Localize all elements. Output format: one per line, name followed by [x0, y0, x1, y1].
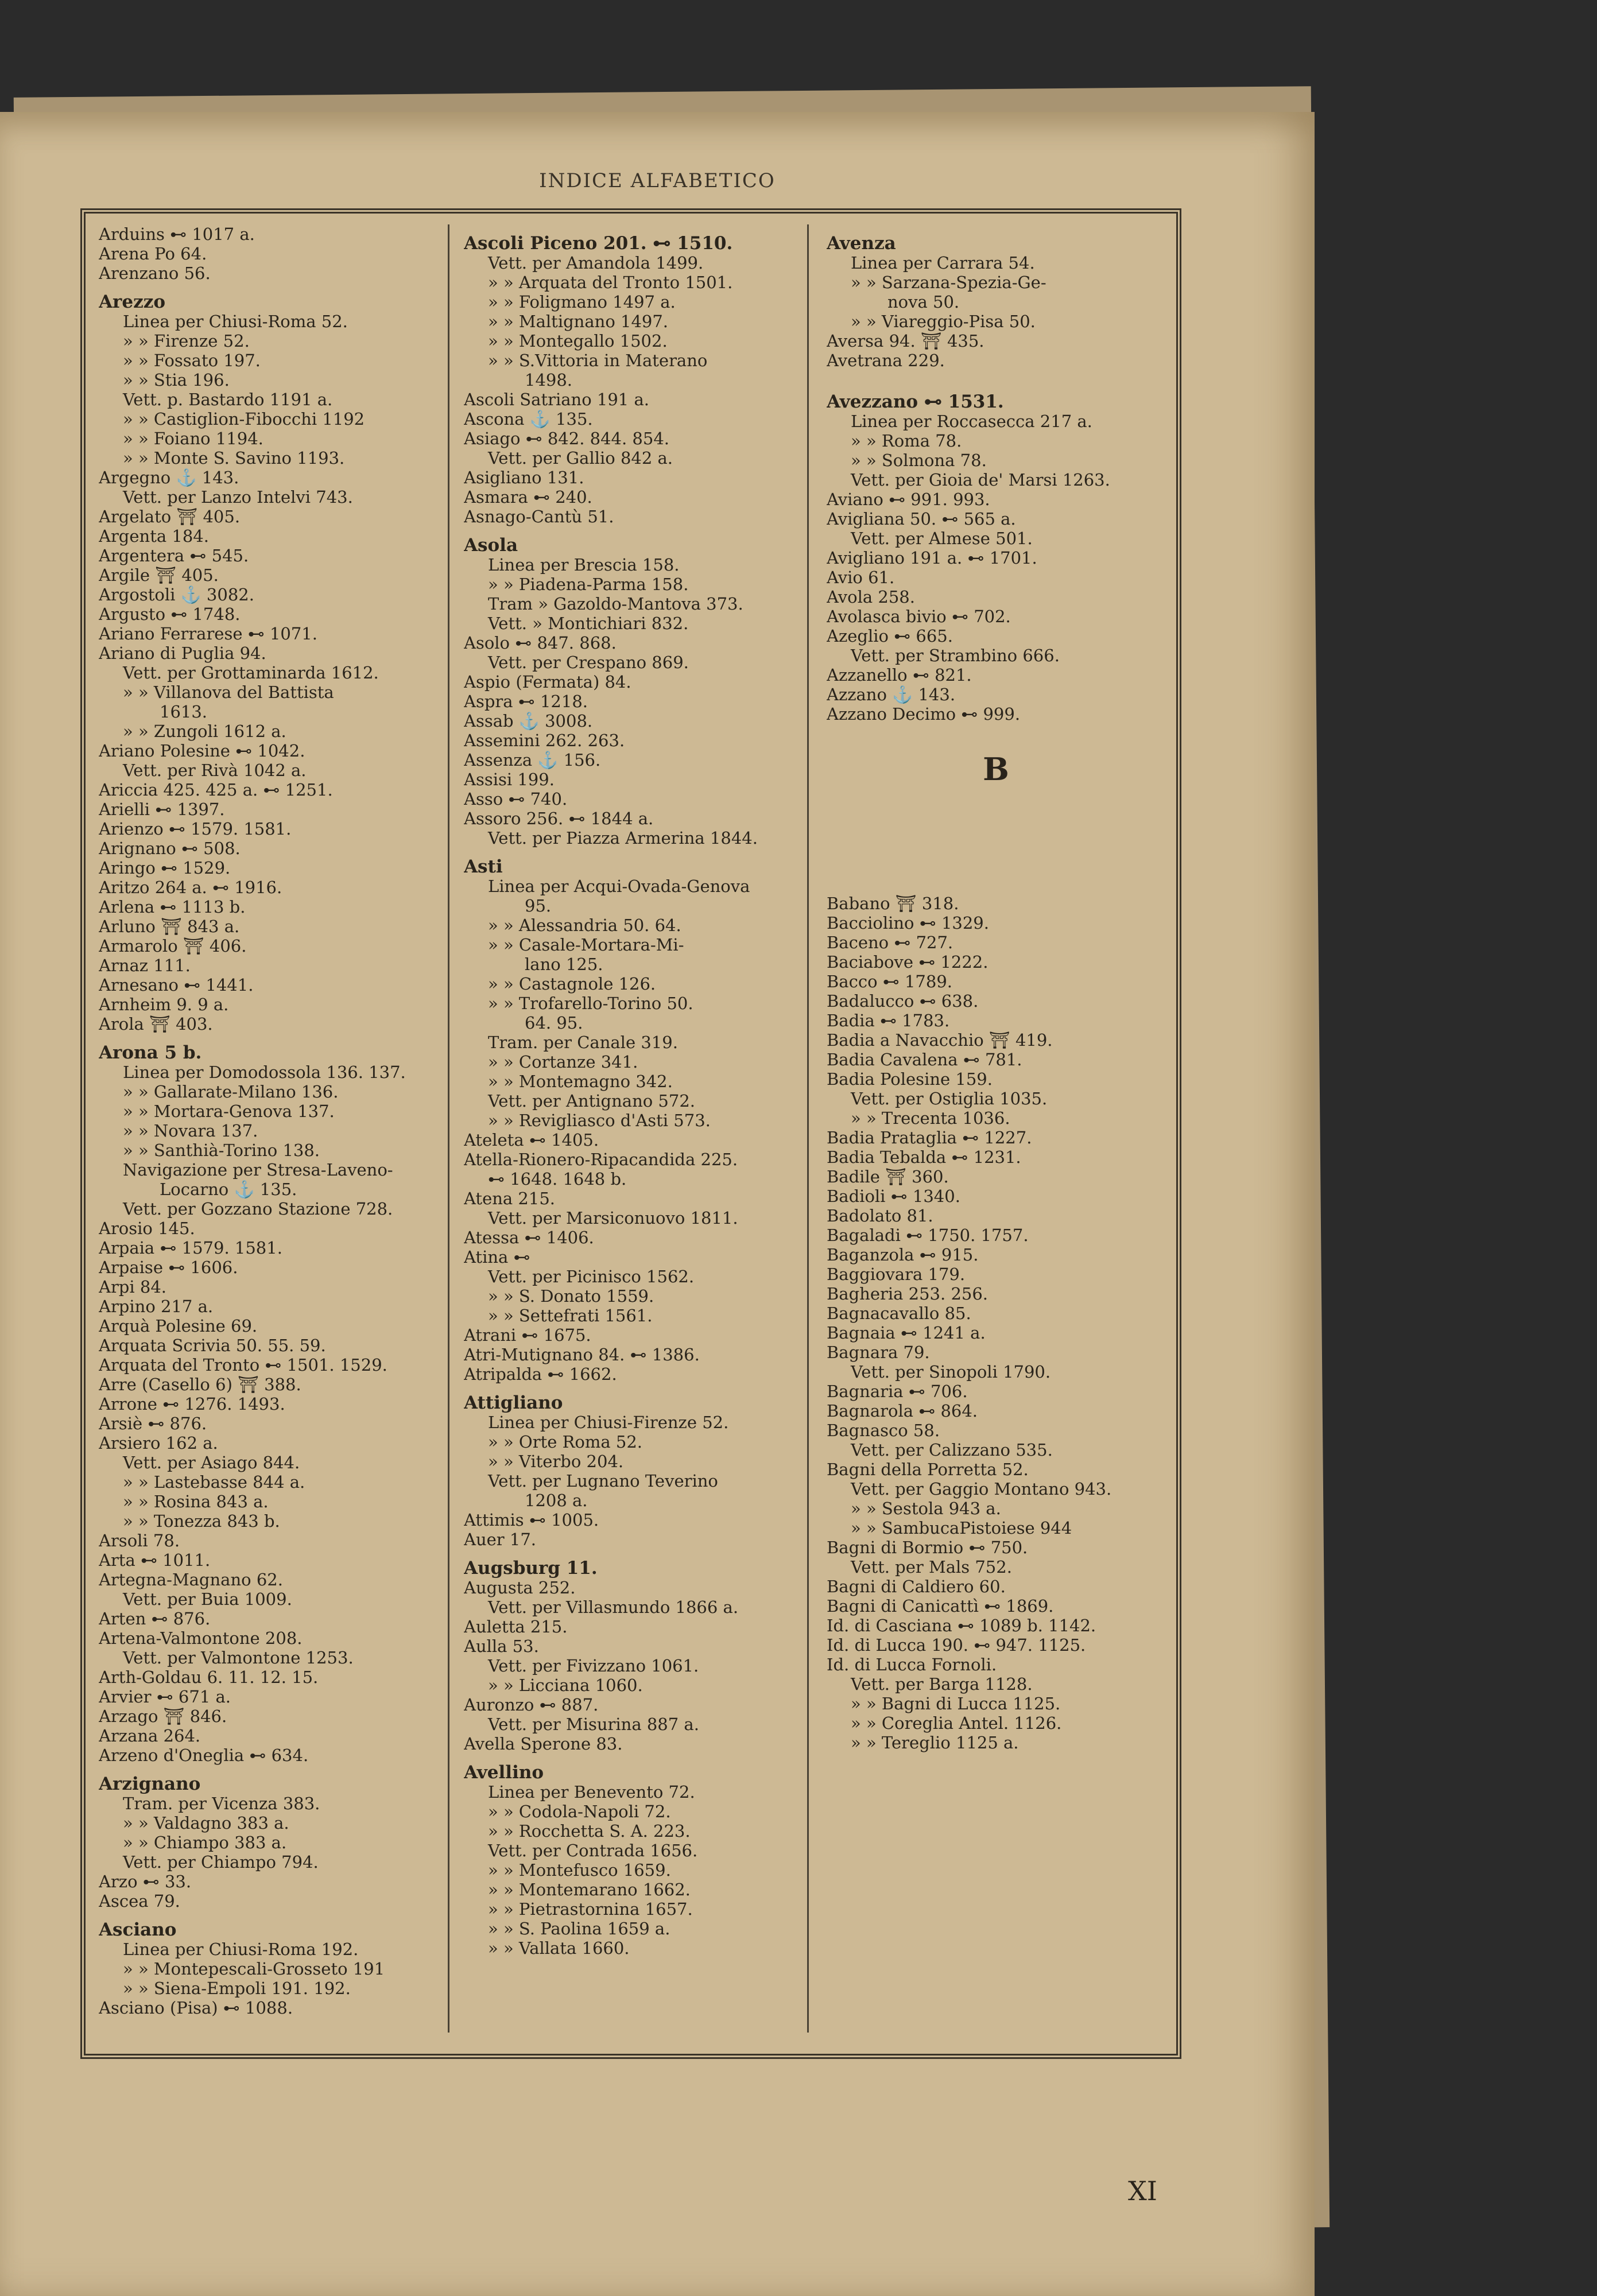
- index-entry: Ariano Polesine ⊷ 1042.: [99, 741, 305, 761]
- index-entry: Vett. p. Bastardo 1191 a.: [123, 390, 333, 409]
- index-entry: ⊷ 1648. 1648 b.: [488, 1169, 627, 1189]
- index-entry: Bagni di Bormio ⊷ 750.: [827, 1538, 1028, 1557]
- index-entry: Argegno ⚓ 143.: [99, 468, 239, 487]
- index-entry: Baggiovara 179.: [827, 1265, 966, 1284]
- index-entry: Aversa 94. ⛩ 435.: [827, 331, 984, 351]
- index-entry: Arignano ⊷ 508.: [99, 839, 241, 858]
- index-entry: Arpaise ⊷ 1606.: [99, 1258, 238, 1277]
- index-entry: Baganzola ⊷ 915.: [827, 1245, 979, 1265]
- index-entry: Bagnara 79.: [827, 1343, 930, 1362]
- index-entry: Vett. per Barga 1128.: [851, 1674, 1033, 1694]
- index-column-2: [464, 224, 808, 2033]
- index-entry: Vett. per Piazza Armerina 1844.: [488, 828, 758, 848]
- index-entry: Id. di Lucca 190. ⊷ 947. 1125.: [827, 1635, 1086, 1655]
- index-entry: Argelato ⛩ 405.: [99, 507, 241, 526]
- index-heading: Avellino: [464, 1762, 544, 1783]
- index-entry: Linea per Roccasecca 217 a.: [851, 412, 1092, 431]
- index-entry: Arvier ⊷ 671 a.: [99, 1687, 231, 1707]
- index-entry: Arzago ⛩ 846.: [99, 1707, 227, 1726]
- index-entry: » » Montemarano 1662.: [488, 1880, 691, 1899]
- index-heading: Arezzo: [99, 292, 165, 312]
- page-header: INDICE ALFABETICO: [539, 169, 776, 192]
- index-entry: Argusto ⊷ 1748.: [99, 604, 241, 624]
- index-entry: » » Rocchetta S. A. 223.: [488, 1821, 691, 1841]
- index-entry: » » Cortanze 341.: [488, 1052, 638, 1072]
- index-entry: Ascea 79.: [99, 1891, 180, 1911]
- index-entry: Badia Cavalena ⊷ 781.: [827, 1050, 1022, 1069]
- index-entry: » » Arquata del Tronto 1501.: [488, 273, 733, 292]
- index-entry: Asigliano 131.: [464, 468, 584, 487]
- index-entry: Arosio 145.: [99, 1219, 195, 1238]
- index-entry: Vett. per Mals 752.: [851, 1557, 1012, 1577]
- index-entry: » » Bagni di Lucca 1125.: [851, 1694, 1061, 1713]
- index-entry: Avolasca bivio ⊷ 702.: [827, 607, 1011, 626]
- index-entry: » » Trofarello-Torino 50.: [488, 994, 693, 1013]
- index-entry: Bagnaia ⊷ 1241 a.: [827, 1323, 986, 1343]
- index-entry: Vett. per Gozzano Stazione 728.: [123, 1199, 393, 1219]
- index-entry: » » Roma 78.: [851, 431, 962, 451]
- index-entry: Linea per Carrara 54.: [851, 253, 1035, 273]
- index-entry: Vett. per Misurina 887 a.: [488, 1715, 699, 1734]
- index-entry: Arienzo ⊷ 1579. 1581.: [99, 819, 292, 839]
- index-entry: Vett. per Fivizzano 1061.: [488, 1656, 699, 1676]
- index-entry: Artegna-Magnano 62.: [99, 1570, 283, 1589]
- index-entry: Arpi 84.: [99, 1277, 166, 1297]
- index-entry: » » Alessandria 50. 64.: [488, 916, 681, 935]
- index-entry: Arola ⛩ 403.: [99, 1014, 213, 1034]
- index-entry: Asmara ⊷ 240.: [464, 487, 592, 507]
- index-entry: Avetrana 229.: [827, 351, 945, 370]
- index-entry: Azzano Decimo ⊷ 999.: [827, 704, 1021, 724]
- index-entry: » » Monte S. Savino 1193.: [123, 448, 345, 468]
- index-entry: Vett. per Sinopoli 1790.: [851, 1362, 1051, 1382]
- index-entry: Vett. per Chiampo 794.: [123, 1852, 319, 1872]
- index-entry: Vett. per Contrada 1656.: [488, 1841, 698, 1860]
- index-entry: » » Solmona 78.: [851, 451, 987, 470]
- index-entry: Linea per Chiusi-Firenze 52.: [488, 1413, 729, 1432]
- index-entry: Avola 258.: [827, 587, 915, 607]
- index-entry: Vett. per Grottaminarda 1612.: [123, 663, 379, 682]
- index-column-1: [99, 224, 435, 2033]
- index-entry: Arenzano 56.: [99, 263, 211, 283]
- index-entry: Bagnarola ⊷ 864.: [827, 1401, 978, 1421]
- index-entry: Arsoli 78.: [99, 1531, 180, 1550]
- section-letter: B: [983, 751, 1009, 788]
- index-entry: » » Montefusco 1659.: [488, 1860, 671, 1880]
- index-entry: Avella Sperone 83.: [464, 1734, 623, 1754]
- index-entry: Atrani ⊷ 1675.: [464, 1325, 591, 1345]
- index-entry: Linea per Benevento 72.: [488, 1782, 695, 1802]
- index-entry: Atina ⊷: [464, 1247, 530, 1267]
- index-entry: Vett. per Lanzo Intelvi 743.: [123, 487, 353, 507]
- index-entry: Badolato 81.: [827, 1206, 933, 1225]
- index-heading: Arzignano: [99, 1774, 201, 1794]
- index-entry: Assab ⚓ 3008.: [464, 711, 593, 731]
- index-heading: Asti: [464, 856, 503, 877]
- index-entry: Tram. per Canale 319.: [488, 1033, 678, 1052]
- index-entry: Vett. per Calizzano 535.: [851, 1440, 1053, 1460]
- index-entry: Bagni della Porretta 52.: [827, 1460, 1029, 1479]
- index-entry: Auletta 215.: [464, 1617, 568, 1636]
- index-entry: » » Chiampo 383 a.: [123, 1833, 287, 1852]
- index-entry: Linea per Chiusi-Roma 192.: [123, 1940, 359, 1959]
- index-entry: » » Sarzana-Spezia-Ge-: [851, 273, 1046, 292]
- index-entry: Atella-Rionero-Ripacandida 225.: [464, 1150, 738, 1169]
- index-entry: Aulla 53.: [464, 1636, 539, 1656]
- index-entry: Arielli ⊷ 1397.: [99, 800, 225, 819]
- index-entry: Tram » Gazoldo-Mantova 373.: [488, 594, 743, 614]
- index-entry: Arta ⊷ 1011.: [99, 1550, 211, 1570]
- index-entry: Locarno ⚓ 135.: [160, 1180, 297, 1199]
- index-entry: Baciabove ⊷ 1222.: [827, 952, 989, 972]
- index-entry: Badia a Navacchio ⛩ 419.: [827, 1030, 1053, 1050]
- index-entry: Armarolo ⛩ 406.: [99, 936, 247, 956]
- column-divider: [448, 224, 449, 2033]
- index-entry: » » Villanova del Battista: [123, 682, 334, 702]
- index-entry: » » Siena-Empoli 191. 192.: [123, 1979, 351, 1998]
- index-entry: » » Revigliasco d'Asti 573.: [488, 1111, 711, 1130]
- index-entry: Asciano (Pisa) ⊷ 1088.: [99, 1998, 293, 2018]
- index-entry: » » S.Vittoria in Materano: [488, 351, 708, 370]
- index-entry: » » Montegallo 1502.: [488, 331, 668, 351]
- index-entry: » » Novara 137.: [123, 1121, 258, 1141]
- index-entry: Tram. per Vicenza 383.: [123, 1794, 320, 1813]
- index-entry: Badia Polesine 159.: [827, 1069, 993, 1089]
- index-entry: » » Rosina 843 a.: [123, 1492, 269, 1511]
- column-divider: [807, 224, 809, 2033]
- index-entry: » » Vallata 1660.: [488, 1938, 630, 1958]
- index-entry: Atri-Mutignano 84. ⊷ 1386.: [464, 1345, 700, 1364]
- index-entry: Badia ⊷ 1783.: [827, 1011, 950, 1030]
- index-entry: Bagni di Caldiero 60.: [827, 1577, 1006, 1596]
- index-entry: Vett. per Buia 1009.: [123, 1589, 292, 1609]
- index-entry: Arluno ⛩ 843 a.: [99, 917, 240, 936]
- index-entry: » » Coreglia Antel. 1126.: [851, 1713, 1062, 1733]
- index-entry: » » Lastebasse 844 a.: [123, 1472, 305, 1492]
- index-entry: Babano ⛩ 318.: [827, 894, 959, 913]
- index-entry: Baceno ⊷ 727.: [827, 933, 953, 952]
- index-entry: Atena 215.: [464, 1189, 556, 1208]
- index-entry: » » Fossato 197.: [123, 351, 261, 370]
- index-entry: » » Pietrastornina 1657.: [488, 1899, 693, 1919]
- index-entry: Vett. per Gaggio Montano 943.: [851, 1479, 1112, 1499]
- index-entry: » » S. Paolina 1659 a.: [488, 1919, 670, 1938]
- index-entry: » » Settefrati 1561.: [488, 1306, 653, 1325]
- index-entry: » » Tereglio 1125 a.: [851, 1733, 1019, 1752]
- index-entry: Vett. per Villasmundo 1866 a.: [488, 1597, 739, 1617]
- index-heading: Asola: [464, 535, 518, 556]
- index-entry: Vett. per Gallio 842 a.: [488, 448, 673, 468]
- index-entry: 64. 95.: [525, 1013, 583, 1033]
- index-entry: Arth-Goldau 6. 11. 12. 15.: [99, 1667, 319, 1687]
- index-entry: 1613.: [160, 702, 208, 722]
- index-entry: Aritzo 264 a. ⊷ 1916.: [99, 878, 282, 897]
- index-entry: Asiago ⊷ 842. 844. 854.: [464, 429, 669, 448]
- index-entry: lano 125.: [525, 955, 603, 974]
- index-entry: » » Foiano 1194.: [123, 429, 263, 448]
- index-entry: Linea per Acqui-Ovada-Genova: [488, 876, 750, 896]
- index-entry: Linea per Chiusi-Roma 52.: [123, 312, 348, 331]
- index-entry: Asnago-Cantù 51.: [464, 507, 614, 526]
- index-entry: » » Trecenta 1036.: [851, 1108, 1010, 1128]
- index-entry: Arquata Scrivia 50. 55. 59.: [99, 1336, 326, 1355]
- index-entry: Aviano ⊷ 991. 993.: [827, 490, 990, 509]
- index-entry: Ateleta ⊷ 1405.: [464, 1130, 599, 1150]
- index-entry: Arpaia ⊷ 1579. 1581.: [99, 1238, 282, 1258]
- index-heading: Asciano: [99, 1919, 177, 1940]
- index-entry: Azzanello ⊷ 821.: [827, 665, 972, 685]
- index-entry: Bagni di Canicattì ⊷ 1869.: [827, 1596, 1054, 1616]
- index-entry: Argile ⛩ 405.: [99, 565, 219, 585]
- index-heading: Augsburg 11.: [464, 1558, 598, 1578]
- index-entry: Vett. per Marsiconuovo 1811.: [488, 1208, 738, 1228]
- index-entry: Argostoli ⚓ 3082.: [99, 585, 254, 604]
- index-column-3: [827, 224, 1165, 2033]
- index-entry: Vett. per Amandola 1499.: [488, 253, 704, 273]
- index-entry: Arduins ⊷ 1017 a.: [99, 224, 255, 244]
- index-entry: Arsiè ⊷ 876.: [99, 1414, 207, 1433]
- index-entry: Badia Tebalda ⊷ 1231.: [827, 1147, 1021, 1167]
- index-entry: Vett. per Valmontone 1253.: [123, 1648, 354, 1667]
- index-entry: Arten ⊷ 876.: [99, 1609, 211, 1628]
- index-entry: Attimis ⊷ 1005.: [464, 1510, 599, 1530]
- index-entry: Linea per Domodossola 136. 137.: [123, 1062, 406, 1082]
- index-entry: Ariano di Puglia 94.: [99, 643, 266, 663]
- index-entry: Vett. per Strambino 666.: [851, 646, 1060, 665]
- index-entry: Auer 17.: [464, 1530, 536, 1549]
- index-entry: Vett. per Asiago 844.: [123, 1453, 300, 1472]
- index-entry: Auronzo ⊷ 887.: [464, 1695, 599, 1715]
- index-entry: » » Firenze 52.: [123, 331, 250, 351]
- index-entry: Linea per Brescia 158.: [488, 555, 680, 575]
- index-entry: Bagnasco 58.: [827, 1421, 940, 1440]
- index-entry: Bagaladi ⊷ 1750. 1757.: [827, 1225, 1029, 1245]
- index-entry: Augusta 252.: [464, 1578, 576, 1597]
- index-entry: Vett. per Rivà 1042 a.: [123, 761, 307, 780]
- index-entry: Bagheria 253. 256.: [827, 1284, 989, 1304]
- index-entry: Arrone ⊷ 1276. 1493.: [99, 1394, 285, 1414]
- index-entry: 1208 a.: [525, 1491, 588, 1510]
- index-entry: » » Licciana 1060.: [488, 1676, 643, 1695]
- index-entry: » » Castagnole 126.: [488, 974, 656, 994]
- index-entry: » » Valdagno 383 a.: [123, 1813, 289, 1833]
- index-entry: Aringo ⊷ 1529.: [99, 858, 231, 878]
- index-entry: 95.: [525, 896, 552, 916]
- index-entry: Arsiero 162 a.: [99, 1433, 218, 1453]
- index-entry: Arzo ⊷ 33.: [99, 1872, 192, 1891]
- index-entry: Vett. per Ostiglia 1035.: [851, 1089, 1048, 1108]
- index-entry: » » Maltignano 1497.: [488, 312, 669, 331]
- index-entry: Assisi 199.: [464, 770, 555, 789]
- index-entry: 1498.: [525, 370, 573, 390]
- index-entry: » » Viareggio-Pisa 50.: [851, 312, 1036, 331]
- index-entry: Argentera ⊷ 545.: [99, 546, 249, 565]
- index-entry: Id. di Lucca Fornoli.: [827, 1655, 997, 1674]
- index-entry: » » Viterbo 204.: [488, 1452, 624, 1471]
- index-entry: Arnesano ⊷ 1441.: [99, 975, 254, 995]
- index-entry: » » Stia 196.: [123, 370, 230, 390]
- index-entry: nova 50.: [887, 292, 960, 312]
- index-entry: Avigliana 50. ⊷ 565 a.: [827, 509, 1016, 529]
- index-entry: Arzeno d'Oneglia ⊷ 634.: [99, 1746, 309, 1765]
- index-entry: » » Foligmano 1497 a.: [488, 292, 676, 312]
- index-entry: Navigazione per Stresa-Laveno-: [123, 1160, 393, 1180]
- index-entry: » » Santhià-Torino 138.: [123, 1141, 320, 1160]
- index-entry: Artena-Valmontone 208.: [99, 1628, 303, 1648]
- index-entry: Vett. per Antignano 572.: [488, 1091, 695, 1111]
- page-number: XI: [1128, 2175, 1157, 2206]
- index-entry: Bagnaria ⊷ 706.: [827, 1382, 968, 1401]
- index-entry: Ariano Ferrarese ⊷ 1071.: [99, 624, 317, 643]
- index-entry: Atripalda ⊷ 1662.: [464, 1364, 617, 1384]
- index-entry: Badioli ⊷ 1340.: [827, 1186, 960, 1206]
- index-entry: Avigliano 191 a. ⊷ 1701.: [827, 548, 1037, 568]
- index-entry: » » Gallarate-Milano 136.: [123, 1082, 339, 1102]
- index-entry: » » Mortara-Genova 137.: [123, 1102, 335, 1121]
- index-heading: Attigliano: [464, 1393, 563, 1413]
- index-entry: Atessa ⊷ 1406.: [464, 1228, 594, 1247]
- index-entry: » » Castiglion-Fibocchi 1192: [123, 409, 365, 429]
- index-entry: Id. di Casciana ⊷ 1089 b. 1142.: [827, 1616, 1096, 1635]
- index-entry: Vett. per Picinisco 1562.: [488, 1267, 695, 1286]
- index-entry: Arena Po 64.: [99, 244, 207, 263]
- index-entry: Arquata del Tronto ⊷ 1501. 1529.: [99, 1355, 387, 1375]
- index-entry: Arlena ⊷ 1113 b.: [99, 897, 246, 917]
- index-entry: Asolo ⊷ 847. 868.: [464, 633, 617, 653]
- index-entry: Azzano ⚓ 143.: [827, 685, 956, 704]
- index-entry: » » Tonezza 843 b.: [123, 1511, 280, 1531]
- index-entry: Vett. per Lugnano Teverino: [488, 1471, 718, 1491]
- index-entry: Bagnacavallo 85.: [827, 1304, 971, 1323]
- index-entry: Arnaz 111.: [99, 956, 191, 975]
- index-heading: Ascoli Piceno 201. ⊷ 1510.: [464, 233, 733, 254]
- index-entry: » » Orte Roma 52.: [488, 1432, 643, 1452]
- index-entry: Arre (Casello 6) ⛩ 388.: [99, 1375, 301, 1394]
- index-entry: Assemini 262. 263.: [464, 731, 625, 750]
- index-entry: Arpino 217 a.: [99, 1297, 214, 1316]
- index-entry: Badalucco ⊷ 638.: [827, 991, 979, 1011]
- index-entry: Badia Prataglia ⊷ 1227.: [827, 1128, 1032, 1147]
- index-entry: Vett. per Gioia de' Marsi 1263.: [851, 470, 1110, 490]
- index-entry: » » Montemagno 342.: [488, 1072, 673, 1091]
- index-entry: Asso ⊷ 740.: [464, 789, 568, 809]
- index-entry: Avio 61.: [827, 568, 895, 587]
- index-heading: Avenza: [827, 233, 896, 254]
- index-entry: [827, 370, 1165, 383]
- index-entry: Badile ⛩ 360.: [827, 1167, 949, 1186]
- index-entry: Ascona ⚓ 135.: [464, 409, 593, 429]
- index-entry: Vett. per Crespano 869.: [488, 653, 689, 672]
- index-entry: Assoro 256. ⊷ 1844 a.: [464, 809, 654, 828]
- index-entry: Arquà Polesine 69.: [99, 1316, 258, 1336]
- index-entry: » » Zungoli 1612 a.: [123, 722, 286, 741]
- index-entry: Aspra ⊷ 1218.: [464, 692, 588, 711]
- index-heading: Avezzano ⊷ 1531.: [827, 391, 1004, 412]
- index-entry: » » SambucaPistoiese 944: [851, 1518, 1072, 1538]
- index-entry: Bacciolino ⊷ 1329.: [827, 913, 989, 933]
- index-entry: Vett. » Montichiari 832.: [488, 614, 689, 633]
- index-entry: Arnheim 9. 9 a.: [99, 995, 229, 1014]
- index-entry: Ariccia 425. 425 a. ⊷ 1251.: [99, 780, 333, 800]
- index-entry: Aspio (Fermata) 84.: [464, 672, 631, 692]
- index-entry: » » Casale-Mortara-Mi-: [488, 935, 684, 955]
- index-entry: Arzana 264.: [99, 1726, 201, 1746]
- index-heading: Arona 5 b.: [99, 1042, 202, 1063]
- book-page: [0, 112, 1315, 2296]
- index-entry: Argenta 184.: [99, 526, 209, 546]
- index-entry: » » Montepescali-Grosseto 191: [123, 1959, 385, 1979]
- index-entry: Ascoli Satriano 191 a.: [464, 390, 649, 409]
- index-entry: » » Codola-Napoli 72.: [488, 1802, 671, 1821]
- index-entry: Bacco ⊷ 1789.: [827, 972, 953, 991]
- index-entry: » » Piadena-Parma 158.: [488, 575, 689, 594]
- index-entry: Vett. per Almese 501.: [851, 529, 1033, 548]
- index-entry: » » S. Donato 1559.: [488, 1286, 654, 1306]
- index-entry: Azeglio ⊷ 665.: [827, 626, 953, 646]
- index-entry: » » Sestola 943 a.: [851, 1499, 1001, 1518]
- index-entry: Assenza ⚓ 156.: [464, 750, 601, 770]
